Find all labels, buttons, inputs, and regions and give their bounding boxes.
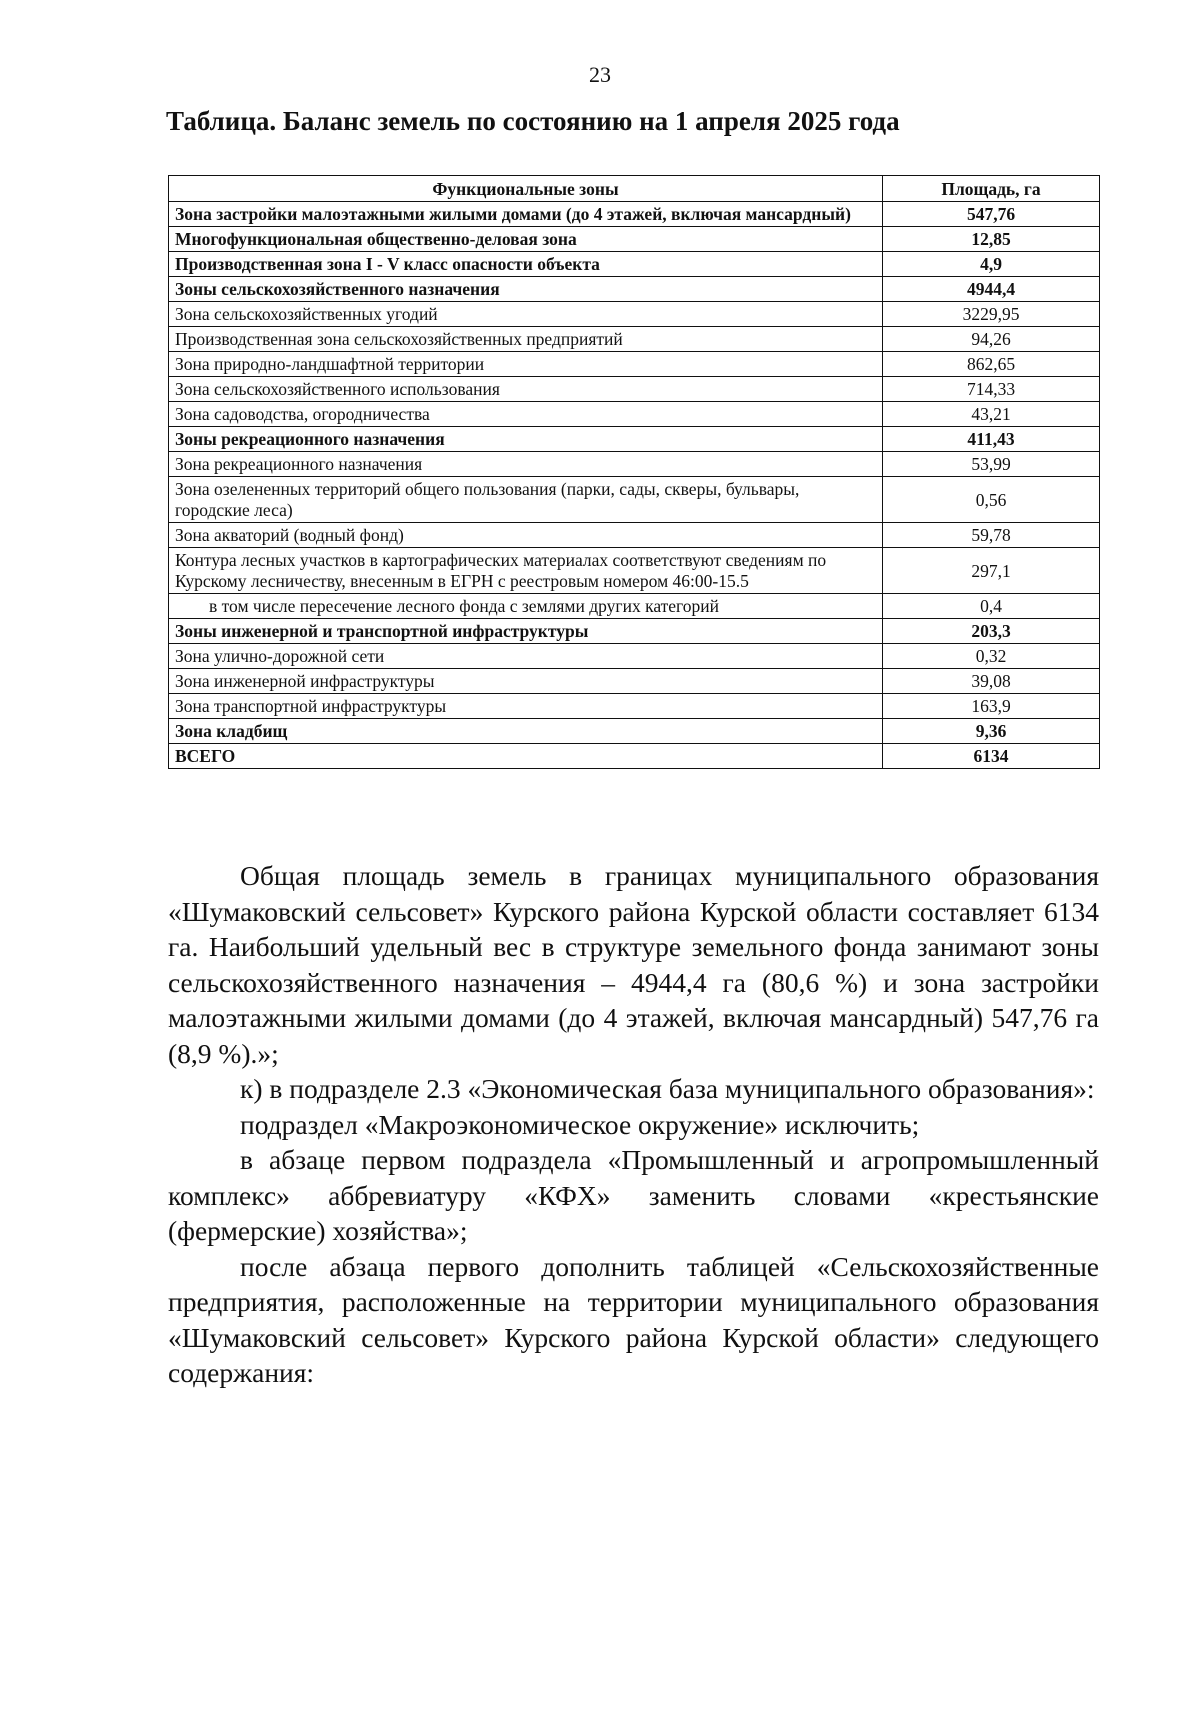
table-row [169,252,1100,277]
zone-area-cell: 862,65 [883,352,1100,377]
zone-name-cell: Зоны рекреационного назначения [169,427,883,452]
zone-name-cell: Зона рекреационного назначения [169,452,883,477]
zone-area-cell: 0,4 [883,594,1100,619]
table-row [169,377,1100,402]
zone-area-cell: 203,3 [883,619,1100,644]
table-title: Таблица. Баланс земель по состоянию на 1 апреля 2025 года [166,106,900,136]
table-body [169,202,1100,769]
zone-name-cell: Многофункциональная общественно-деловая зона [169,227,883,252]
zone-area-cell: 4,9 [883,252,1100,277]
zone-name-cell: Зона кладбищ [169,719,883,744]
table-row [169,427,1100,452]
zone-name-cell: в том числе пересечение лесного фонда с землями других категорий [169,594,883,619]
zone-area-cell: 6134 [883,744,1100,769]
table-row [169,523,1100,548]
table-row [169,669,1100,694]
table-row [169,302,1100,327]
table-row [169,202,1100,227]
zone-name-cell: Зона сельскохозяйственного использования [169,377,883,402]
paragraph-subsection-2-3: к) в подразделе 2.3 «Экономическая база муниципального образования»: [240,1073,1095,1104]
paragraph-total-area: Общая площадь земель в границах муниципального образования «Шумаковский сельсовет» Курского района Курской области составляет 6134 га. Наибольший удельный вес в структуре земельного фонда занимают зоны сельскохозяйственного назначения – 4944,4 га (80,6 %) и зона застройки малоэтажными жилыми домами (до 4 этажей, включая мансардный) 547,76 га (8,9 %).»; [168,860,1099,1069]
zone-area-cell: 714,33 [883,377,1100,402]
zone-area-cell: 4944,4 [883,277,1100,302]
zone-name-cell: Зона природно-ландшафтной территории [169,352,883,377]
zone-area-cell: 43,21 [883,402,1100,427]
table-row [169,594,1100,619]
table-row [169,694,1100,719]
zone-area-cell: 297,1 [883,548,1100,594]
zone-name-cell: Производственная зона сельскохозяйственных предприятий [169,327,883,352]
zone-area-cell: 39,08 [883,669,1100,694]
zone-name-cell: Зона садоводства, огородничества [169,402,883,427]
page-number: 23 [589,62,611,87]
zone-name-cell: Зона транспортной инфраструктуры [169,694,883,719]
zone-area-cell: 3229,95 [883,302,1100,327]
zone-area-cell: 59,78 [883,523,1100,548]
paragraph-macro-environment: подраздел «Макроэкономическое окружение» исключить; [240,1108,920,1140]
table-row [169,277,1100,302]
zone-area-cell: 0,32 [883,644,1100,669]
zone-name-cell: Зона инженерной инфраструктуры [169,669,883,694]
zone-area-cell: 0,56 [883,477,1100,523]
zone-name-cell: Производственная зона I - V класс опасности объекта [169,252,883,277]
zone-area-cell: 12,85 [883,227,1100,252]
table-row [169,477,1100,523]
land-balance-table [168,175,1100,769]
zone-name-cell: ВСЕГО [169,744,883,769]
zone-area-cell: 53,99 [883,452,1100,477]
table-row [169,352,1100,377]
zone-name-cell: Зоны сельскохозяйственного назначения [169,277,883,302]
zone-name-cell: Зона акваторий (водный фонд) [169,523,883,548]
table-row [169,452,1100,477]
table-header-row [169,176,1100,202]
table-row [169,402,1100,427]
table-row [169,327,1100,352]
zone-area-cell: 9,36 [883,719,1100,744]
zone-area-cell: 94,26 [883,327,1100,352]
table-row [169,548,1100,594]
table-row [169,644,1100,669]
zone-area-cell: 163,9 [883,694,1100,719]
zone-name-cell: Зона озелененных территорий общего пользования (парки, сады, скверы, бульвары, городские леса) [169,477,883,523]
header-area: Площадь, га [883,176,1100,202]
zone-name-cell: Зона сельскохозяйственных угодий [169,302,883,327]
paragraph-add-table: после абзаца первого дополнить таблицей «Сельскохозяйственные предприятия, расположенные на территории муниципального образования «Шумаковский сельсовет» Курского района Курской области» следующего содержания: [168,1250,1099,1388]
table-row [169,619,1100,644]
zone-name-cell: Зоны инженерной и транспортной инфраструктуры [169,619,883,644]
table-row [169,744,1100,769]
zone-name-cell: Зона застройки малоэтажными жилыми домами (до 4 этажей, включая мансардный) [169,202,883,227]
table-row [169,719,1100,744]
zone-name-cell: Зона улично-дорожной сети [169,644,883,669]
paragraph-industrial-complex: в абзаце первом подраздела «Промышленный и агропромышленный комплекс» аббревиатуру «КФХ» заменить словами «крестьянские (фермерские) хозяйства»; [168,1144,1099,1246]
header-functional-zones: Функциональные зоны [169,176,883,202]
zone-area-cell: 411,43 [883,427,1100,452]
zone-name-cell: Контура лесных участков в картографических материалах соответствуют сведениям по Курскому лесничеству, внесенным в ЕГРН с реестровым номером 46:00-15.5 [169,548,883,594]
table-row [169,227,1100,252]
body-text [168,858,1099,1391]
zone-area-cell: 547,76 [883,202,1100,227]
